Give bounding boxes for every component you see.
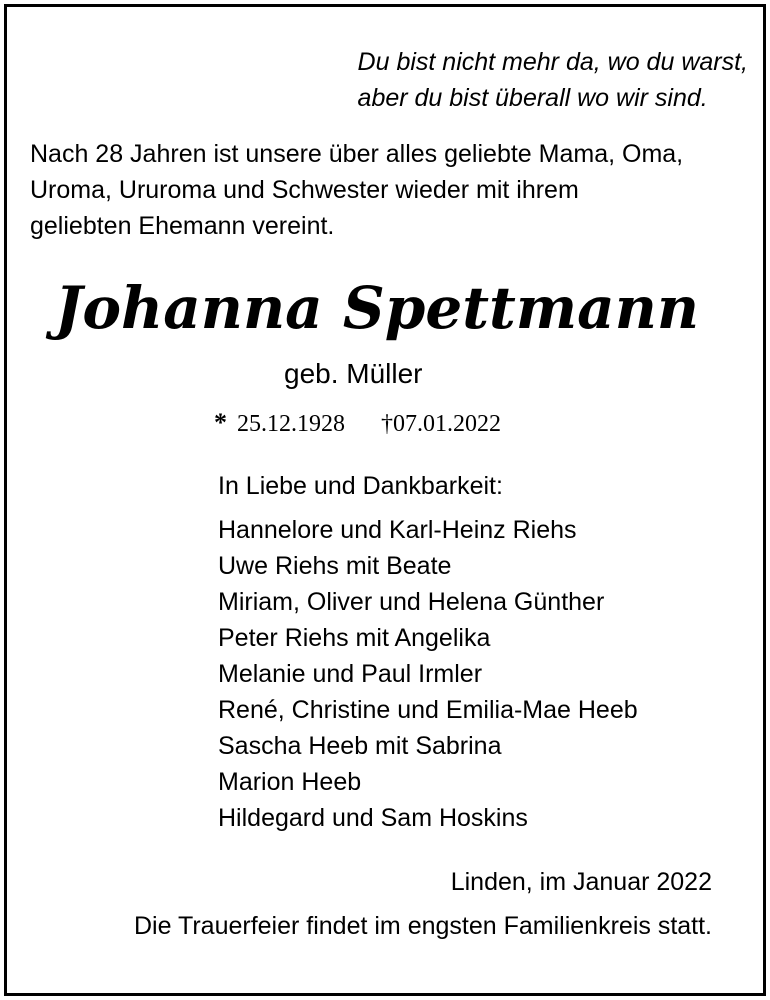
mourner-entry: Miriam, Oliver und Helena Günther	[218, 588, 605, 616]
death-cross-icon: †	[381, 411, 393, 437]
mourners-list	[218, 512, 638, 836]
quote-line: Du bist nicht mehr da, wo du warst,	[357, 48, 748, 76]
intro-line: geliebten Ehemann vereint.	[30, 212, 335, 240]
mourner-entry: Marion Heeb	[218, 768, 362, 796]
mourner-entry: Hildegard und Sam Hoskins	[218, 804, 528, 832]
thanks-heading: In Liebe und Dankbarkeit:	[218, 472, 503, 500]
life-dates	[214, 406, 501, 441]
deceased-name: Johanna Spettmann	[54, 274, 700, 342]
birth-date: 25.12.1928	[237, 411, 345, 437]
mourner-entry: René, Christine und Emilia-Mae Heeb	[218, 696, 638, 724]
memorial-quote	[358, 44, 748, 116]
death-date: 07.01.2022	[393, 411, 501, 437]
mourner-entry: Hannelore und Karl-Heinz Riehs	[218, 516, 577, 544]
intro-text	[30, 136, 750, 244]
funeral-notice: Die Trauerfeier findet im engsten Familienkreis statt.	[133, 912, 712, 940]
birth-star-icon: *	[214, 408, 227, 437]
mourner-entry: Uwe Riehs mit Beate	[218, 552, 452, 580]
intro-line: Uroma, Ururoma und Schwester wieder mit ihrem	[30, 176, 579, 204]
mourner-entry: Peter Riehs mit Angelika	[218, 624, 491, 652]
mourner-entry: Melanie und Paul Irmler	[218, 660, 483, 688]
place-and-date: Linden, im Januar 2022	[450, 868, 712, 896]
mourner-entry: Sascha Heeb mit Sabrina	[218, 732, 502, 760]
maiden-name: geb. Müller	[284, 358, 423, 389]
quote-line: aber du bist überall wo wir sind.	[357, 84, 708, 112]
intro-line: Nach 28 Jahren ist unsere über alles geliebte Mama, Oma,	[30, 140, 684, 168]
